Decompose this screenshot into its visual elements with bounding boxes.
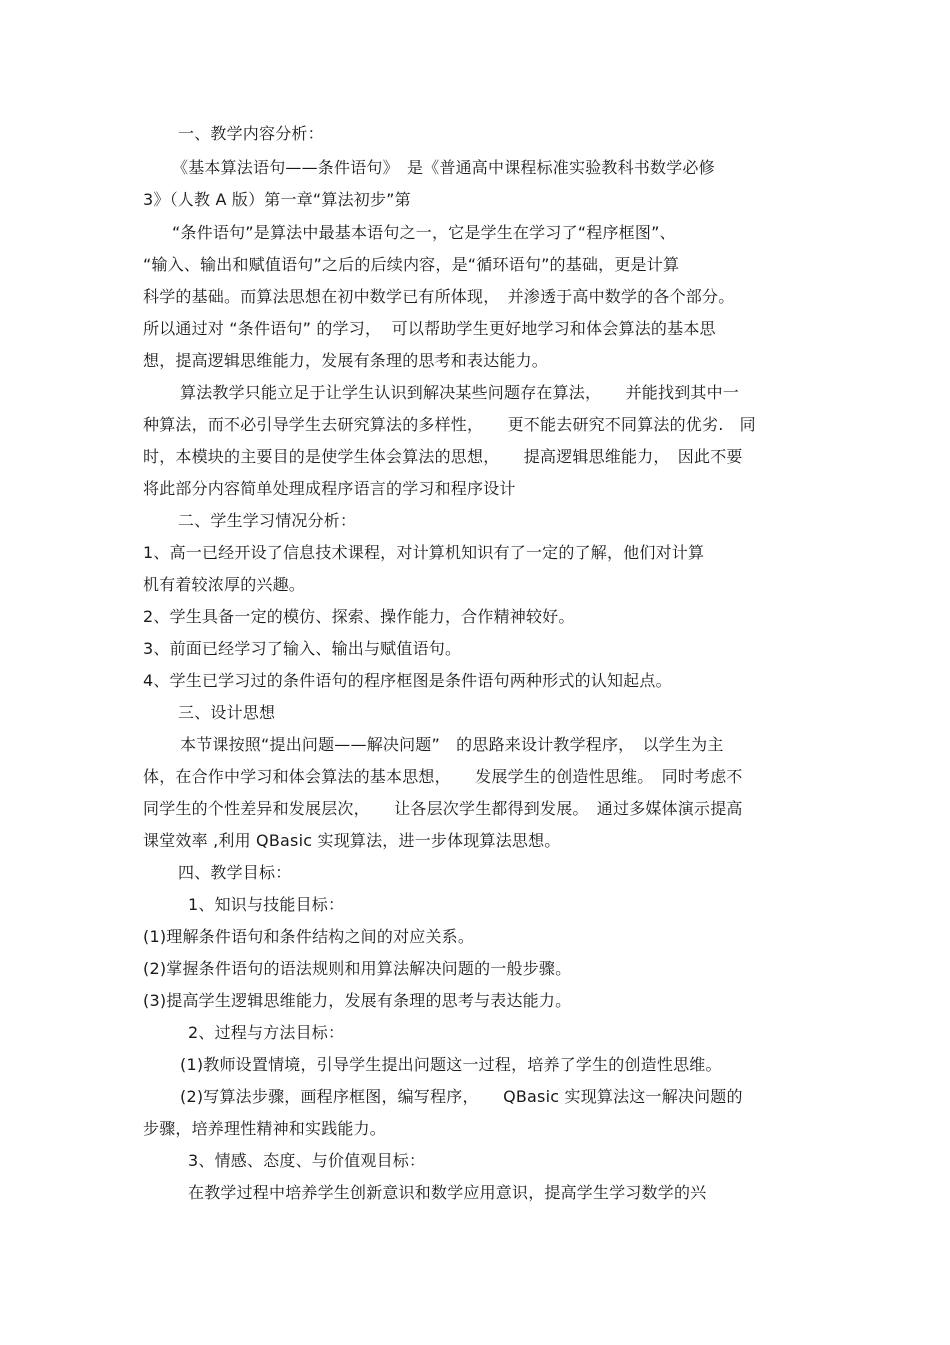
paragraph-line: 科学的基础。而算法思想在初中数学已有所体现， 并渗透于高中数学的各个部分。 bbox=[143, 287, 735, 306]
paragraph-line: 体，在合作中学习和体会算法的基本思想， 发展学生的创造性思维。 同时考虑不 bbox=[143, 767, 743, 786]
list-item: 3、前面已经学习了输入、输出与赋值语句。 bbox=[143, 639, 462, 658]
list-item: (1)理解条件语句和条件结构之间的对应关系。 bbox=[143, 927, 475, 946]
paragraph-line: 本节课按照“提出问题——解决问题” 的思路来设计教学程序， 以学生为主 bbox=[180, 735, 724, 754]
paragraph-line: 所以通过对 “条件语句” 的学习， 可以帮助学生更好地学习和体会算法的基本思 bbox=[143, 319, 716, 338]
subsection-heading: 3、情感、态度、与价值观目标： bbox=[188, 1151, 426, 1170]
section-heading-2: 二、学生学习情况分析： bbox=[178, 511, 357, 530]
section-heading-1: 一、教学内容分析： bbox=[178, 124, 324, 143]
paragraph-line: 课堂效率 ,利用 QBasic 实现算法，进一步体现算法思想。 bbox=[143, 831, 561, 850]
paragraph-line: 时，本模块的主要目的是使学生体会算法的思想， 提高逻辑思维能力， 因此不要 bbox=[143, 447, 743, 466]
list-item: (1)教师设置情境，引导学生提出问题这一过程，培养了学生的创造性思维。 bbox=[180, 1055, 722, 1074]
list-item-continuation: 步骤，培养理性精神和实践能力。 bbox=[143, 1119, 387, 1138]
list-item: (2)写算法步骤，画程序框图，编写程序， QBasic 实现算法这一解决问题的 bbox=[180, 1087, 743, 1106]
section-heading-4: 四、教学目标： bbox=[178, 863, 292, 882]
list-item: 4、学生已学习过的条件语句的程序框图是条件语句两种形式的认知起点。 bbox=[143, 671, 672, 690]
list-item-continuation: 机有着较浓厚的兴趣。 bbox=[143, 575, 306, 594]
subsection-heading: 1、知识与技能目标： bbox=[188, 895, 345, 914]
paragraph-line: 算法教学只能立足于让学生认识到解决某些问题存在算法， 并能找到其中一 bbox=[180, 383, 740, 402]
paragraph-line: “输入、输出和赋值语句”之后的后续内容，是“循环语句”的基础，更是计算 bbox=[143, 255, 680, 274]
list-item: (3)提高学生逻辑思维能力，发展有条理的思考与表达能力。 bbox=[143, 991, 572, 1010]
paragraph-line: 将此部分内容简单处理成程序语言的学习和程序设计 bbox=[143, 479, 516, 498]
paragraph-line: 同学生的个性差异和发展层次， 让各层次学生都得到发展。 通过多媒体演示提高 bbox=[143, 799, 743, 818]
paragraph-line: 在教学过程中培养学生创新意识和数学应用意识，提高学生学习数学的兴 bbox=[188, 1183, 707, 1202]
list-item: (2)掌握条件语句的语法规则和用算法解决问题的一般步骤。 bbox=[143, 959, 572, 978]
paragraph-line: 3》（人教 A 版）第一章“算法初步”第 bbox=[143, 190, 411, 209]
section-heading-3: 三、设计思想 bbox=[178, 703, 276, 722]
subsection-heading: 2、过程与方法目标： bbox=[188, 1023, 345, 1042]
paragraph-line: “条件语句”是算法中最基本语句之一，它是学生在学习了“程序框图”、 bbox=[172, 223, 676, 242]
paragraph-line: 种算法，而不必引导学生去研究算法的多样性， 更不能去研究不同算法的优劣. 同 bbox=[143, 415, 756, 434]
list-item: 1、高一已经开设了信息技术课程，对计算机知识有了一定的了解，他们对计算 bbox=[143, 543, 705, 562]
list-item: 2、学生具备一定的模仿、探索、操作能力，合作精神较好。 bbox=[143, 607, 575, 626]
paragraph-line: 想，提高逻辑思维能力，发展有条理的思考和表达能力。 bbox=[143, 351, 549, 370]
paragraph-line: 《基本算法语句——条件语句》 是《普通高中课程标准实验教科书数学必修 bbox=[172, 158, 715, 177]
